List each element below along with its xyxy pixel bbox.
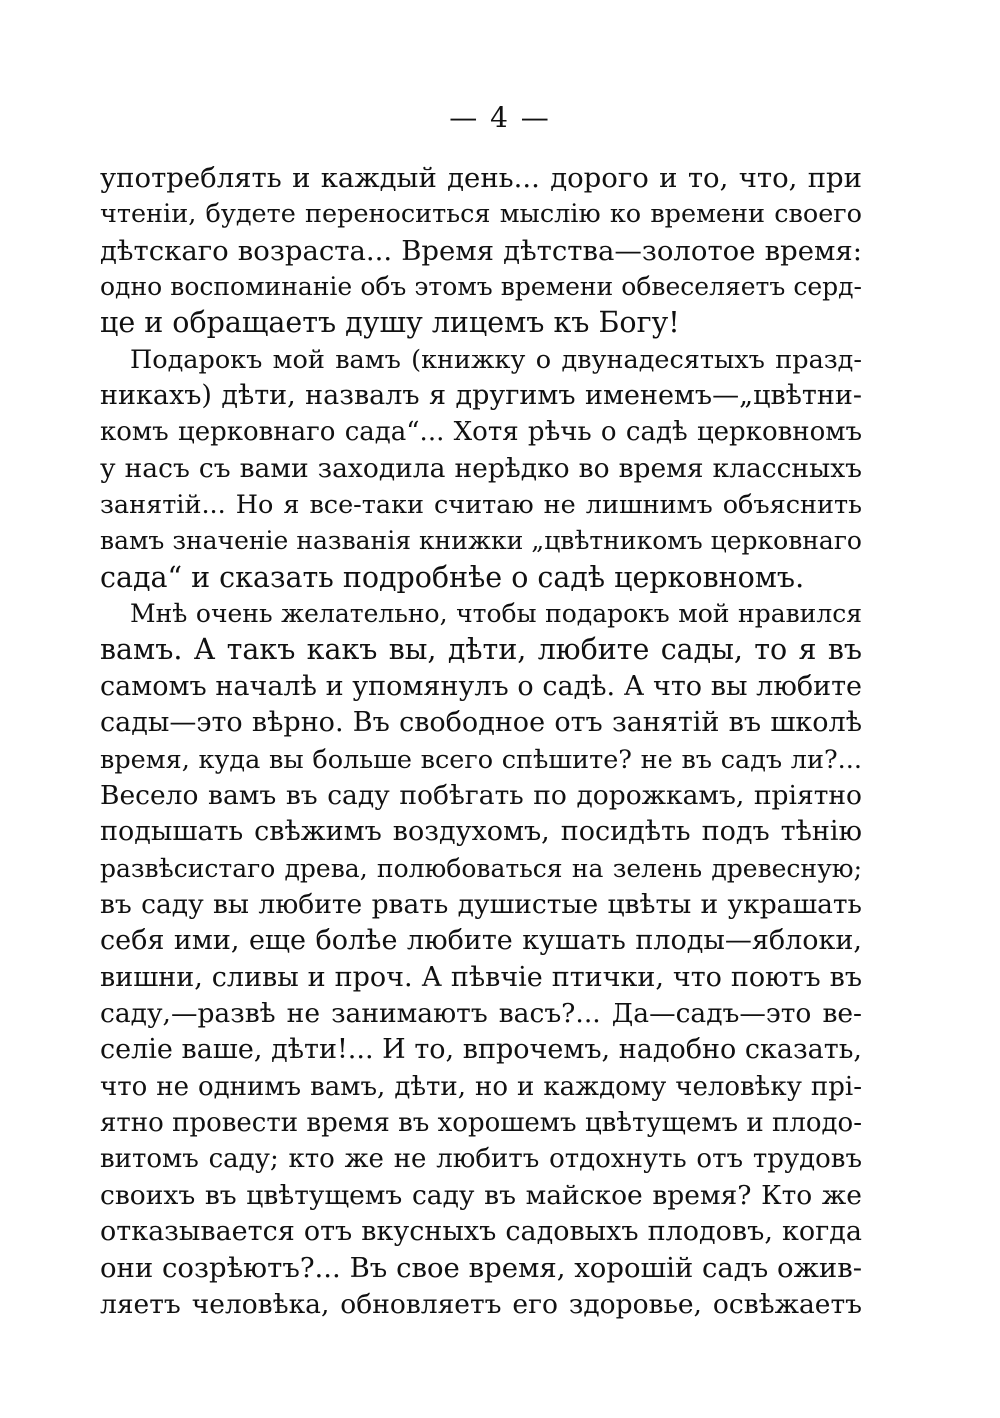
text-line: це и обращаетъ душу лицемъ къ Богу! <box>100 306 680 340</box>
text-line: ляетъ человѣка, обновляетъ его здоровье, освѣжаетъ <box>100 1288 862 1320</box>
text-line: своихъ въ цвѣтущемъ саду въ майское время? Кто же <box>100 1179 862 1211</box>
text-line: въ саду вы любите рвать душистые цвѣты и украшать <box>100 888 862 920</box>
text-line: вишни, сливы и проч. А пѣвчiе птички, что поютъ въ <box>100 961 862 993</box>
body-text <box>100 160 862 1323</box>
text-line: никахъ) дѣти, назвалъ я другимъ именемъ—„цвѣтни- <box>100 380 862 412</box>
text-line: развѣсистаго древа, полюбоваться на зелень древесную; <box>100 853 862 883</box>
text-line: саду,—развѣ не занимаютъ васъ?... Да—садъ—это ве- <box>100 997 862 1029</box>
text-line: время, куда вы больше всего спѣшите? не въ садъ ли?... <box>100 744 862 775</box>
text-line: подышать свѣжимъ воздухомъ, посидѣть подъ тѣнiю <box>100 816 862 848</box>
text-line: они созрѣютъ?... Въ свое время, хорошiй садъ ожив- <box>100 1252 862 1285</box>
text-line: самомъ началѣ и упомянулъ о садѣ. А что вы любите <box>100 670 862 702</box>
text-line: употреблять и каждый день... дорого и то, что, при <box>100 162 862 194</box>
text-line: отказывается отъ вкусныхъ садовыхъ плодовъ, когда <box>100 1215 862 1247</box>
text-line: комъ церковнаго сада“... Хотя рѣчь о садѣ церковномъ <box>100 417 862 448</box>
text-line: занятiй... Но я все-таки считаю не лишнимъ объяснить <box>100 490 862 521</box>
text-line: Весело вамъ въ саду побѣгать по дорожкамъ, прiятно <box>100 779 862 811</box>
text-line: ятно провести время въ хорошемъ цвѣтущемъ и плодо- <box>100 1107 862 1138</box>
text-line: дѣтскаго возраста... Время дѣтства—золотое время: <box>100 234 862 267</box>
text-line: что не однимъ вамъ, дѣти, но и каждому человѣку прi- <box>100 1071 862 1102</box>
text-line: вамъ значенiе названiя книжки „цвѣтникомъ церковнаго <box>100 526 862 556</box>
text-line: Мнѣ очень желательно, чтобы подарокъ мой нравился <box>130 599 862 629</box>
text-line: сады—это вѣрно. Въ свободное отъ занятiй въ школѣ <box>100 707 862 739</box>
text-line: вамъ. А такъ какъ вы, дѣти, любите сады, то я въ <box>100 633 862 667</box>
page-number: — 4 — <box>449 101 551 134</box>
text-line: у насъ съ вами заходила нерѣдко во время классныхъ <box>100 452 862 484</box>
text-line: Подарокъ мой вамъ (книжку о двунадесятыхъ празд- <box>130 344 862 375</box>
text-line: одно воспоминанiе объ этомъ времени обвеселяетъ серд- <box>100 272 862 302</box>
text-line: сада“ и сказать подробнѣе о садѣ церковномъ. <box>100 560 805 594</box>
text-line: селiе ваше, дѣти!... И то, впрочемъ, надобно сказать, <box>100 1034 862 1066</box>
text-line: себя ими, еще болѣе любите кушать плоды—яблоки, <box>100 925 862 957</box>
text-line: витомъ саду; кто же не любитъ отдохнуть отъ трудовъ <box>100 1144 862 1175</box>
text-line: чтенiи, будете переноситься мыслiю ко времени своего <box>100 199 862 230</box>
